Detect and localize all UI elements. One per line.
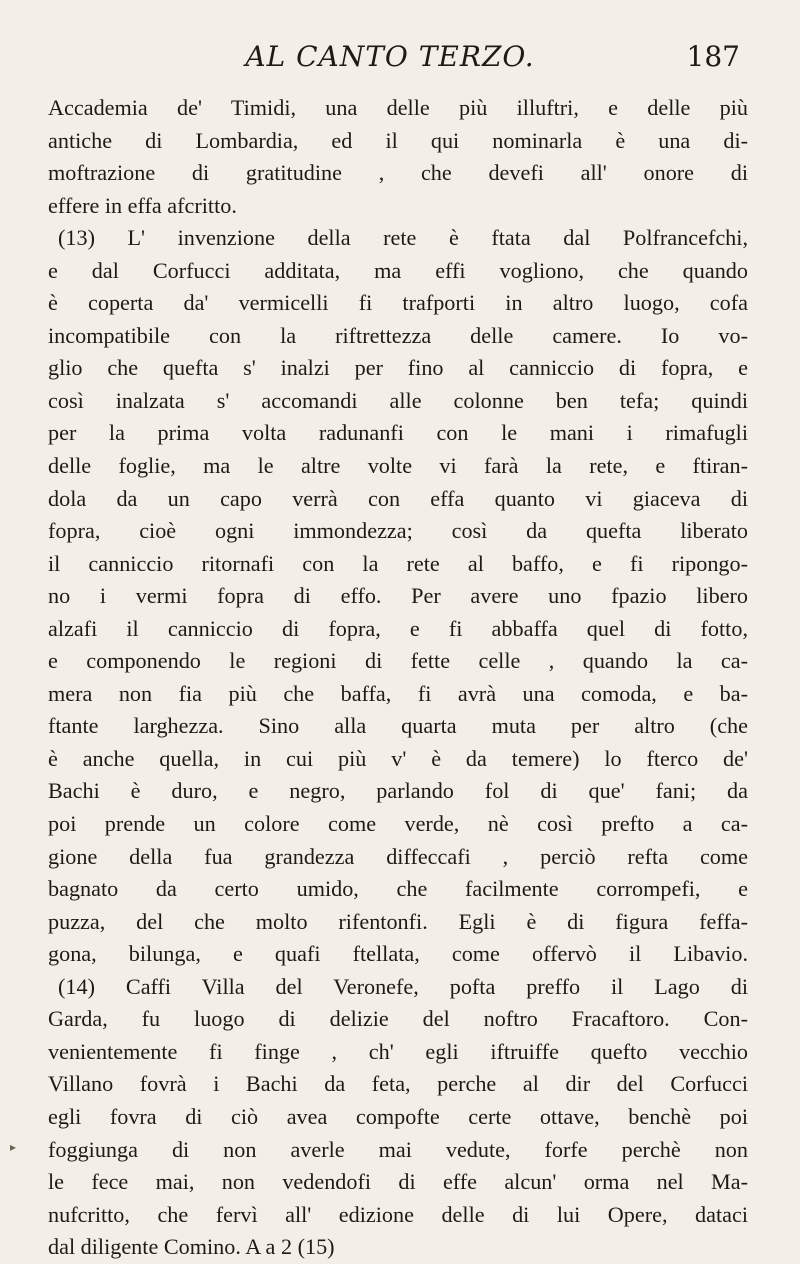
text-line: Accademia de' Timidi, una delle più illuftri, e delle più: [48, 95, 748, 120]
text-line: gona, bilunga, e quafi ftellata, come offervò il Libavio.: [48, 941, 748, 967]
text-line: mera non fia più che baffa, fi avrà una comoda, e ba-: [48, 680, 748, 706]
text-line: foggiunga di non averle mai vedute, forfe perchè non: [48, 1136, 748, 1162]
text-line: il canniccio ritornafi con la rete al baffo, e fi ripongo-: [48, 550, 748, 576]
text-line: e dal Corfucci additata, ma effi vogliono, che quando: [48, 257, 748, 283]
text-line-with-signature: dal diligente Comino. A a 2 (15): [48, 1234, 335, 1260]
text-line: è anche quella, in cui più v' è da temere) lo fterco de': [48, 745, 748, 771]
text-line: Villano fovrà i Bachi da feta, perche al dir del Corfucci: [48, 1071, 748, 1097]
text-line: Bachi è duro, e negro, parlando fol di que' fani; da: [48, 778, 748, 804]
text-line: e componendo le regioni di fette celle , quando la ca-: [48, 648, 748, 674]
text-line: fopra, cioè ogni immondezza; così da quefta liberato: [48, 518, 748, 544]
text-line: antiche di Lombardia, ed il qui nominarla è una di-: [48, 127, 748, 153]
text-line: incompatibile con la riftrettezza delle camere. Io vo-: [48, 322, 748, 348]
scan-mark: ▸: [10, 1140, 17, 1154]
text-line: egli fovra di ciò avea compofte certe ottave, benchè poi: [48, 1103, 748, 1129]
text-line: Garda, fu luogo di delizie del noftro Fracaftoro. Con-: [48, 1006, 748, 1032]
text-line: nufcritto, che fervì all' edizione delle di lui Opere, dataci: [48, 1201, 748, 1227]
text-line: alzafi il canniccio di fopra, e fi abbaffa quel di fotto,: [48, 615, 748, 641]
text-line: glio che quefta s' inalzi per fino al canniccio di fopra, e: [48, 355, 748, 381]
text-line: (13) L' invenzione della rete è ftata dal Polfrancefchi,: [58, 225, 748, 251]
text-line: è coperta da' vermicelli fi trafporti in altro luogo, cofa: [48, 290, 748, 316]
text-line: moftrazione di gratitudine , che devefi all' onore di: [48, 160, 748, 186]
text-line: effere in effa afcritto.: [48, 192, 237, 218]
text-line: no i vermi fopra di effo. Per avere uno fpazio libero: [48, 583, 748, 609]
text-line: dola da un capo verrà con effa quanto vi giaceva di: [48, 485, 748, 511]
body-text: [48, 92, 748, 1264]
text-line: ftante larghezza. Sino alla quarta muta per altro (che: [48, 713, 748, 739]
text-line: delle foglie, ma le altre volte vi farà la rete, e ftiran-: [48, 453, 748, 479]
text-line: gione della fua grandezza diffeccafi , perciò refta come: [48, 843, 748, 869]
page-number: 187: [686, 40, 740, 73]
text-line: le fece mai, non vedendofi di effe alcun' orma nel Ma-: [48, 1169, 748, 1195]
text-line: bagnato da certo umido, che facilmente corrompefi, e: [48, 876, 748, 902]
text-line: venientemente fi finge , ch' egli iftruiffe quefto vecchio: [48, 1038, 748, 1064]
text-line: puzza, del che molto rifentonfi. Egli è di figura feffa-: [48, 908, 748, 934]
text-line: per la prima volta radunanfi con le mani i rimafugli: [48, 420, 748, 446]
text-line: così inalzata s' accomandi alle colonne ben tefa; quindi: [48, 387, 748, 413]
text-line: poi prende un colore come verde, nè così prefto a ca-: [48, 811, 748, 837]
text-line: (14) Caffi Villa del Veronefe, pofta preffo il Lago di: [58, 973, 748, 999]
running-title: AL CANTO TERZO.: [245, 40, 535, 73]
